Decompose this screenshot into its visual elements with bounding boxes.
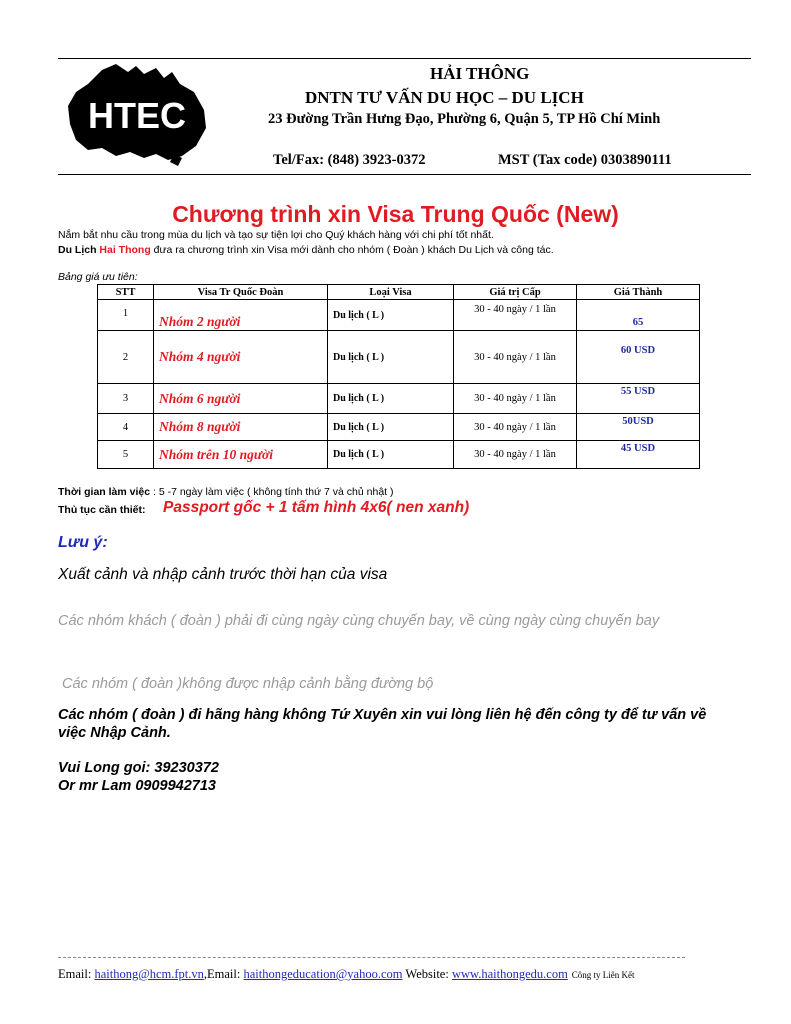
note-item-4: Các nhóm ( đoàn ) đi hãng hàng không Tứ Xuyên xin vui lòng liên hệ đến công ty để tư vấn về việc Nhập Cảnh.: [58, 707, 707, 741]
note-item-1: Xuất cảnh và nhập cảnh trước thời hạn của visa: [58, 566, 388, 583]
work-time-label: Thời gian làm việc: [58, 486, 151, 498]
company-tax-code: MST (Tax code) 0303890111: [498, 152, 672, 168]
cell-price: 45 USD: [577, 441, 700, 469]
footer-email2-label: ,Email:: [203, 967, 244, 981]
cell-validity: 30 - 40 ngày / 1 lần: [454, 300, 577, 331]
contact-line-2: Or mr Lam 0909942713: [58, 778, 216, 794]
table-row: [98, 414, 700, 441]
footer-website-link[interactable]: www.haithongedu.com: [451, 967, 568, 981]
cell-price: 50USD: [577, 414, 700, 441]
cell-type: Du lịch ( L ): [328, 441, 454, 469]
page-title: Chương trình xin Visa Trung Quốc (New): [172, 201, 619, 227]
table-row: [98, 384, 700, 414]
intro-line-1: Nắm bắt nhu cầu trong mùa du lịch và tạo sự tiện lợi cho Quý khách hàng với chi phí tốt nhất.: [58, 229, 494, 241]
company-subtitle: DNTN TƯ VẤN DU HỌC – DU LỊCH: [305, 88, 584, 107]
col-header-type: Loại Visa: [328, 285, 454, 300]
footer-website-label: Website:: [402, 967, 452, 981]
cell-stt: 5: [98, 441, 154, 469]
price-table: [97, 284, 700, 469]
cell-type: Du lịch ( L ): [328, 331, 454, 384]
cell-stt: 3: [98, 384, 154, 414]
cell-validity: 30 - 40 ngày / 1 lần: [454, 331, 577, 384]
company-tel: Tel/Fax: (848) 3923-0372: [273, 152, 426, 168]
col-header-price: Giá Thành: [577, 285, 700, 300]
note-item-3: Các nhóm ( đoàn )không được nhập cảnh bằng đường bộ: [62, 676, 434, 692]
cell-validity: 30 - 40 ngày / 1 lần: [454, 414, 577, 441]
intro-rest: đưa ra chương trình xin Visa mới dành cho nhóm ( Đoàn ) khách Du Lịch và công tác.: [150, 244, 554, 256]
col-header-stt: STT: [98, 285, 154, 300]
cell-group: Nhóm 8 người: [154, 414, 328, 441]
documents-value: Passport gốc + 1 tấm hình 4x6( nen xanh): [163, 499, 470, 516]
company-name: HẢI THÔNG: [430, 64, 530, 83]
table-row: [98, 441, 700, 469]
cell-group: Nhóm 6 người: [154, 384, 328, 414]
note-item-2: Các nhóm khách ( đoàn ) phải đi cùng ngày cùng chuyến bay, về cùng ngày cùng chuyến bay: [58, 613, 660, 629]
cell-type: Du lịch ( L ): [328, 384, 454, 414]
footer-email-link-2[interactable]: haithongeducation@yahoo.com: [243, 967, 403, 981]
header-top-rule: [58, 58, 751, 59]
cell-validity: 30 - 40 ngày / 1 lần: [454, 384, 577, 414]
intro-line-2: [58, 244, 554, 256]
intro-prefix: Du Lịch: [58, 244, 100, 256]
table-row: [98, 331, 700, 384]
cell-type: Du lịch ( L ): [328, 300, 454, 331]
col-header-group: Visa Tr Quốc Đoàn: [154, 285, 328, 300]
cell-group: Nhóm 4 người: [154, 331, 328, 384]
cell-stt: 1: [98, 300, 154, 331]
cell-price: 60 USD: [577, 331, 700, 384]
footer-email-label: Email:: [58, 967, 95, 981]
footer-rule: [58, 957, 685, 958]
work-time-value: : 5 -7 ngày làm việc ( không tính thứ 7 và chủ nhật ): [150, 486, 394, 498]
cell-type: Du lịch ( L ): [328, 414, 454, 441]
cell-stt: 4: [98, 414, 154, 441]
price-table-header: [98, 285, 700, 300]
intro-brand: Hai Thong: [99, 244, 151, 256]
cell-price: 65: [577, 300, 700, 331]
contact-line-1: Vui Long goi: 39230372: [58, 760, 219, 776]
company-address: 23 Đường Trần Hưng Đạo, Phường 6, Quận 5, TP Hồ Chí Minh: [268, 111, 661, 127]
notes-heading: Lưu ý:: [58, 534, 108, 551]
cell-group: Nhóm trên 10 người: [154, 441, 328, 469]
cell-validity: 30 - 40 ngày / 1 lần: [454, 441, 577, 469]
cell-price: 55 USD: [577, 384, 700, 414]
footer-email-link-1[interactable]: haithong@hcm.fpt.vn: [94, 967, 204, 981]
cell-stt: 2: [98, 331, 154, 384]
svg-text:HTEC: HTEC: [88, 95, 186, 136]
htec-logo: [64, 62, 210, 166]
footer: [58, 967, 635, 982]
work-time: [58, 486, 394, 498]
cell-group: Nhóm 2 người: [154, 300, 328, 331]
documents-label: Thủ tục cần thiết:: [58, 504, 146, 516]
footer-partner: Công ty Liên Kết: [571, 970, 635, 980]
price-table-label: Bảng giá ưu tiên:: [58, 271, 138, 283]
col-header-validity: Giá trị Cấp: [454, 285, 577, 300]
table-row: [98, 300, 700, 331]
australia-map-icon: [64, 62, 210, 166]
header-bottom-rule: [58, 174, 751, 175]
